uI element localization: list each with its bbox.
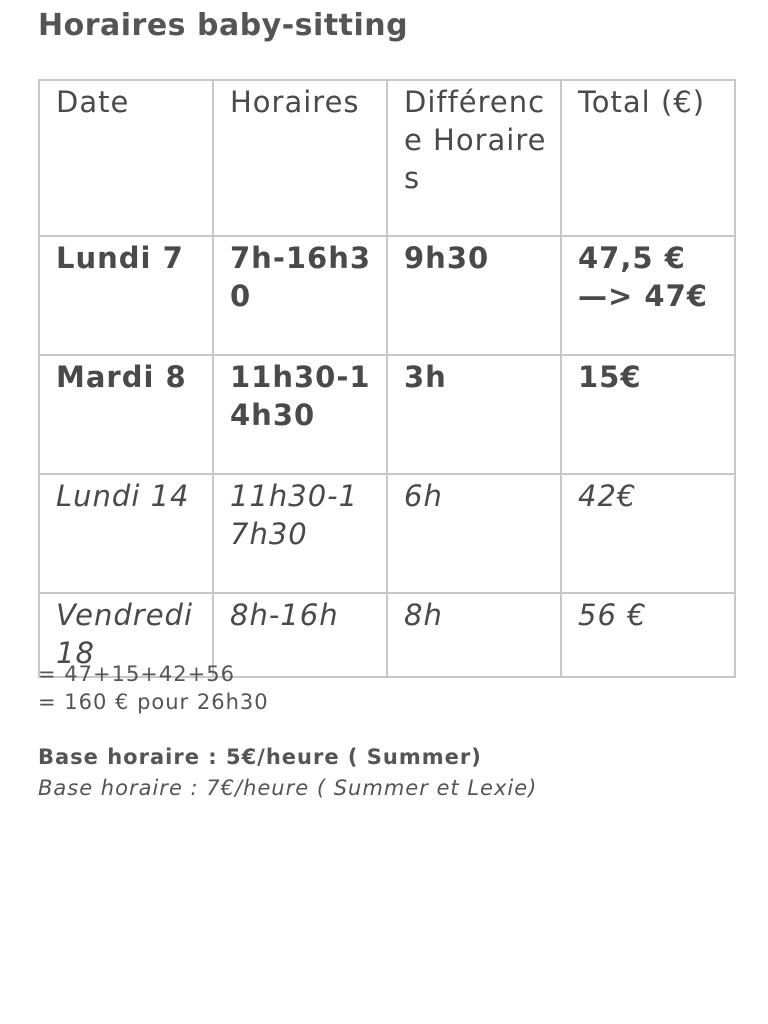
table-row [39,236,735,355]
table-row [39,355,735,474]
schedule-table [38,79,736,678]
cell-total: 15€ [561,355,735,474]
header-date: Date [39,80,213,236]
cell-date: Mardi 8 [39,355,213,474]
sum-line-1: = 47+15+42+56 [38,662,235,686]
cell-total: 47,5 € —> 47€ [561,236,735,355]
cell-hours: 11h30-14h30 [213,355,387,474]
cell-hours: 8h-16h [213,593,387,677]
header-horaires: Horaires [213,80,387,236]
table-header-row [39,80,735,236]
cell-diff: 3h [387,355,561,474]
header-total: Total (€) [561,80,735,236]
cell-date: Lundi 7 [39,236,213,355]
sum-line-2: = 160 € pour 26h30 [38,690,269,714]
table-row [39,474,735,593]
cell-diff: 8h [387,593,561,677]
cell-hours: 11h30-17h30 [213,474,387,593]
cell-diff: 6h [387,474,561,593]
cell-diff: 9h30 [387,236,561,355]
cell-total: 42€ [561,474,735,593]
base-rate-italic: Base horaire : 7€/heure ( Summer et Lexie) [38,776,538,800]
cell-date: Vendredi 18 [39,593,213,677]
cell-date: Lundi 14 [39,474,213,593]
page-title: Horaires baby-sitting [38,8,409,43]
cell-hours: 7h-16h30 [213,236,387,355]
base-rate-bold: Base horaire : 5€/heure ( Summer) [38,745,482,769]
cell-total: 56 € [561,593,735,677]
header-difference: Différence Horaires [387,80,561,236]
